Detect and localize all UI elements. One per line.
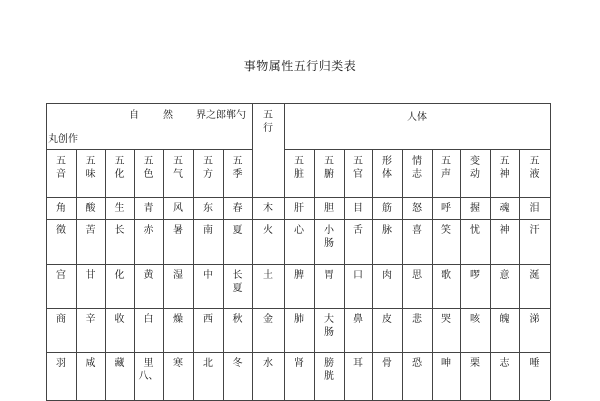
page-title: 事物属性五行归类表 xyxy=(243,59,357,73)
table-row-line xyxy=(46,197,550,198)
table-col-line xyxy=(284,103,285,400)
table-cell: 呼 xyxy=(441,203,451,214)
table-cell: 白 xyxy=(143,314,154,325)
table-cell: 咸 xyxy=(85,358,96,369)
table-cell: 喜 xyxy=(412,225,422,236)
header-body: 人体 xyxy=(407,112,427,123)
table-cell: 脉 xyxy=(382,225,392,236)
table-cell: 暑 xyxy=(173,225,183,236)
header-nature-char: 自 xyxy=(129,110,139,121)
table-cell: 里八、 xyxy=(138,358,159,382)
table-cell: 汗 xyxy=(529,225,540,236)
table-cell: 脾 xyxy=(294,270,304,281)
table-cell: 思 xyxy=(412,270,422,281)
table-border-top xyxy=(46,103,550,104)
table-cell: 黄 xyxy=(143,270,154,281)
table-cell: 风 xyxy=(173,203,183,214)
table-cell: 大 肠 xyxy=(324,314,334,338)
table-cell: 化 xyxy=(114,270,125,281)
wuxing-table xyxy=(46,103,550,400)
table-cell: 咳 xyxy=(470,314,480,325)
table-cell: 羽 xyxy=(56,358,66,369)
table-cell: 魂 xyxy=(499,203,510,214)
table-cell: 唾 xyxy=(529,358,540,369)
table-cell: 悲 xyxy=(412,314,422,325)
column-header: 五 色 xyxy=(143,156,154,180)
header-wuxing: 五 行 xyxy=(263,110,273,134)
table-cell: 肝 xyxy=(294,203,304,214)
table-cell: 涎 xyxy=(529,270,540,281)
header-nature-text: 界之郎郸勺 xyxy=(196,110,246,121)
table-cell: 长 夏 xyxy=(232,270,243,294)
column-header: 五 气 xyxy=(173,156,183,180)
table-cell-element: 金 xyxy=(263,314,273,325)
table-cell: 筋 xyxy=(382,203,392,214)
table-row-line xyxy=(46,264,550,265)
table-cell: 冬 xyxy=(232,358,243,369)
column-header: 形 体 xyxy=(382,156,392,180)
table-cell: 口 xyxy=(353,270,363,281)
table-cell: 涕 xyxy=(529,314,540,325)
column-header: 五 声 xyxy=(441,156,451,180)
column-header: 五 方 xyxy=(203,156,213,180)
header-nature-char: 然 xyxy=(163,110,173,121)
table-cell: 骨 xyxy=(382,358,392,369)
column-header: 情 志 xyxy=(412,156,422,180)
table-cell: 恐 xyxy=(412,358,422,369)
table-cell: 酸 xyxy=(85,203,96,214)
table-cell-element: 水 xyxy=(263,358,273,369)
table-cell: 肉 xyxy=(382,270,392,281)
table-cell: 辛 xyxy=(85,314,96,325)
column-header: 五 化 xyxy=(114,156,125,180)
table-cell: 西 xyxy=(203,314,213,325)
table-cell: 角 xyxy=(56,203,66,214)
header-corner-text: 丸创作 xyxy=(48,134,78,145)
column-header: 五 官 xyxy=(353,156,363,180)
table-cell: 寒 xyxy=(173,358,183,369)
table-cell: 胃 xyxy=(324,270,334,281)
table-cell: 苦 xyxy=(85,225,96,236)
table-cell: 中 xyxy=(203,270,213,281)
table-cell: 膀 胱 xyxy=(324,358,334,382)
table-cell: 神 xyxy=(499,225,510,236)
table-border-left xyxy=(46,103,47,400)
column-header: 五 脏 xyxy=(294,156,304,180)
table-cell: 商 xyxy=(56,314,66,325)
table-cell: 笑 xyxy=(441,225,451,236)
table-cell: 小 肠 xyxy=(324,225,334,249)
table-cell: 忧 xyxy=(470,225,480,236)
column-header: 五 腑 xyxy=(324,156,334,180)
table-cell: 泪 xyxy=(529,203,540,214)
table-cell: 意 xyxy=(499,270,510,281)
table-cell: 青 xyxy=(143,203,154,214)
table-cell: 握 xyxy=(470,203,480,214)
table-cell: 北 xyxy=(203,358,213,369)
table-cell: 哭 xyxy=(441,314,451,325)
table-cell: 藏 xyxy=(114,358,125,369)
table-cell: 徵 xyxy=(56,225,66,236)
table-cell: 长 xyxy=(114,225,125,236)
table-row-line xyxy=(46,219,550,220)
table-cell: 夏 xyxy=(232,225,243,236)
table-cell: 东 xyxy=(203,203,213,214)
table-cell: 心 xyxy=(294,225,304,236)
column-header: 五 液 xyxy=(529,156,540,180)
table-cell: 胆 xyxy=(324,203,334,214)
table-cell: 呻 xyxy=(441,358,451,369)
table-cell: 赤 xyxy=(143,225,154,236)
table-cell: 燥 xyxy=(173,314,183,325)
table-cell: 生 xyxy=(114,203,125,214)
table-cell: 皮 xyxy=(382,314,392,325)
table-cell: 南 xyxy=(203,225,213,236)
table-cell: 歌 xyxy=(441,270,451,281)
table-row-line xyxy=(46,308,550,309)
table-border-header xyxy=(284,149,550,150)
table-col-line xyxy=(252,103,253,400)
table-border-right xyxy=(550,103,551,400)
table-cell: 啰 xyxy=(470,270,480,281)
table-cell: 怒 xyxy=(412,203,422,214)
table-cell: 肾 xyxy=(294,358,304,369)
table-cell: 收 xyxy=(114,314,125,325)
column-header: 五 神 xyxy=(499,156,510,180)
table-cell: 舌 xyxy=(353,225,363,236)
column-header: 变 动 xyxy=(470,156,480,180)
table-cell: 宫 xyxy=(56,270,66,281)
table-cell-element: 木 xyxy=(263,203,273,214)
table-cell: 鼻 xyxy=(353,314,363,325)
table-cell: 魄 xyxy=(499,314,510,325)
table-cell: 目 xyxy=(353,203,363,214)
table-cell-element: 火 xyxy=(263,225,273,236)
table-cell: 秋 xyxy=(232,314,243,325)
table-row-line xyxy=(46,352,550,353)
table-cell: 栗 xyxy=(470,358,480,369)
column-header: 五 味 xyxy=(85,156,96,180)
column-header: 五 季 xyxy=(232,156,243,180)
table-cell: 湿 xyxy=(173,270,183,281)
table-cell: 志 xyxy=(499,358,510,369)
table-cell: 甘 xyxy=(85,270,96,281)
table-cell-element: 土 xyxy=(263,270,273,281)
table-cell: 肺 xyxy=(294,314,304,325)
column-header: 五 音 xyxy=(56,156,66,180)
table-cell: 耳 xyxy=(353,358,363,369)
table-cell: 春 xyxy=(232,203,243,214)
